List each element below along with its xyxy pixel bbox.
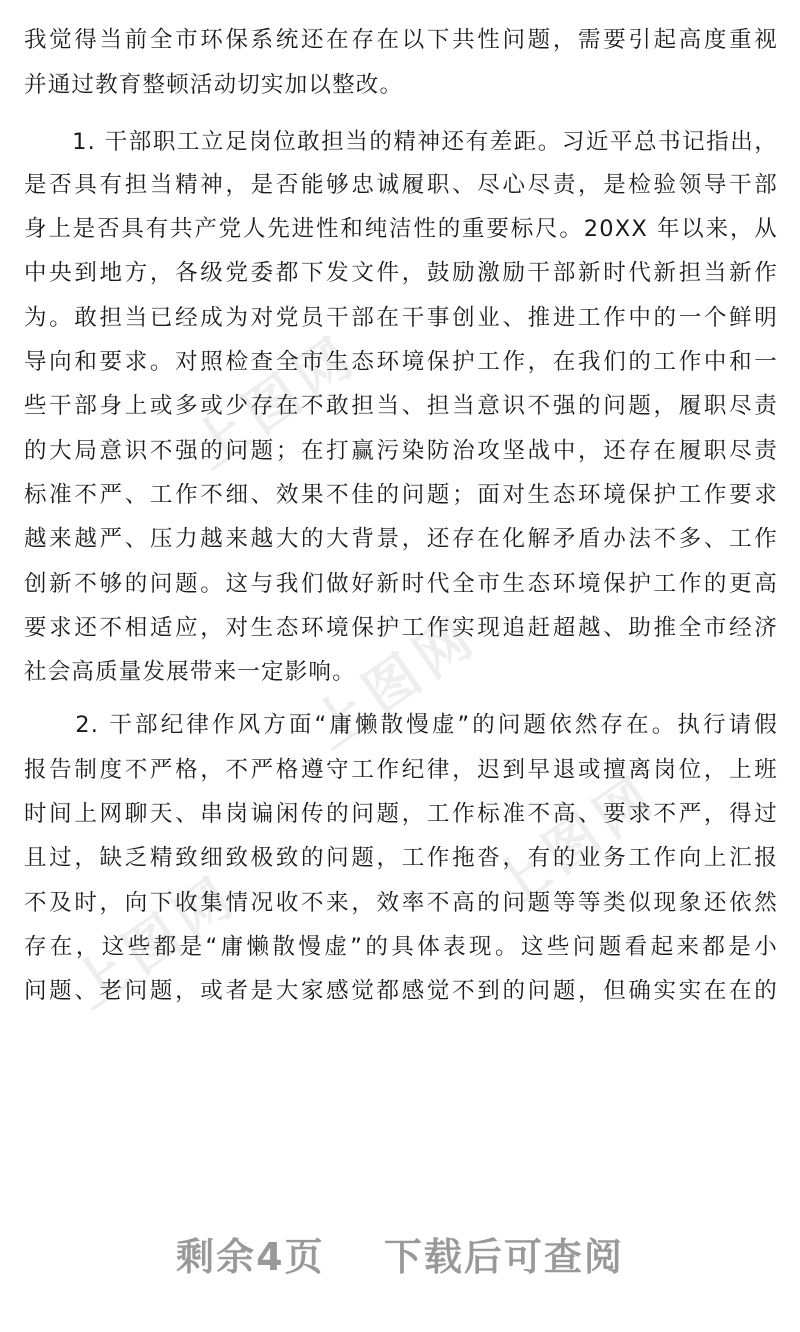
watermark: 上图网 [181, 322, 370, 481]
text-line: 社会高质量发展带来一定影响。 [24, 659, 356, 686]
text-line: 报告制度不严格，不严格遵守工作纪律，迟到早退或擅离岗位，上班 [24, 756, 778, 783]
text-line: 标准不严、工作不细、效果不佳的问题；面对生态环境保护工作要求 [24, 481, 778, 508]
download-prompt[interactable] [0, 1226, 800, 1281]
download-to-view-label: 下载后可查阅 [383, 1235, 624, 1279]
text-line: 身上是否具有共产党人先进性和纯洁性的重要标尺。20XX 年以来，从 [24, 216, 778, 243]
text-line: 些干部身上或多或少存在不敢担当、担当意识不强的问题，履职尽责 [24, 393, 778, 420]
text-line: 是否具有担当精神，是否能够忠诚履职、尽心尽责，是检验领导干部 [24, 171, 778, 198]
text-line: 问题、老问题，或者是大家感觉都感觉不到的问题，但确实实在在的 [24, 978, 778, 1005]
text-line: 中央到地方，各级党委都下发文件，鼓励激励干部新时代新担当新作 [24, 260, 778, 287]
watermark: 上图网 [61, 862, 250, 1021]
watermark: 上图网 [481, 762, 670, 921]
text-line: 要求还不相适应，对生态环境保护工作实现追赶超越、助推全市经济 [24, 614, 778, 641]
text-line: 并通过教育整顿活动切实加以整改。 [24, 72, 404, 99]
text-line: 为。敢担当已经成为对党员干部在干事创业、推进工作中的一个鲜明 [24, 304, 778, 331]
text-line: 2. 干部纪律作风方面“庸懒散慢虚”的问题依然存在。执行请假 [24, 712, 778, 739]
text-line: 创新不够的问题。这与我们做好新时代全市生态环境保护工作的更高 [24, 570, 778, 597]
text-line: 且过，缺乏精致细致极致的问题，工作拖沓，有的业务工作向上汇报 [24, 845, 778, 872]
watermark: 上图网 [301, 602, 490, 761]
text-line: 我觉得当前全市环保系统还在存在以下共性问题，需要引起高度重视 [24, 27, 778, 53]
text-line: 的大局意识不强的问题；在打赢污染防治攻坚战中，还存在履职尽责 [24, 437, 778, 464]
remaining-pages-label: 剩余4页 [176, 1235, 325, 1279]
text-line: 时间上网聊天、串岗谝闲传的问题，工作标准不高、要求不严，得过 [24, 801, 778, 828]
text-line: 存在，这些都是“庸懒散慢虚”的具体表现。这些问题看起来都是小 [24, 933, 778, 960]
text-line: 导向和要求。对照检查全市生态环境保护工作，在我们的工作中和一 [24, 349, 778, 376]
document-body [24, 18, 778, 1015]
text-line: 不及时，向下收集情况收不来，效率不高的问题等等类似现象还依然 [24, 889, 778, 916]
text-line: 1. 干部职工立足岗位敢担当的精神还有差距。习近平总书记指出， [24, 128, 778, 155]
text-line: 越来越严、压力越来越大的大背景，还存在化解矛盾办法不多、工作 [24, 526, 778, 553]
